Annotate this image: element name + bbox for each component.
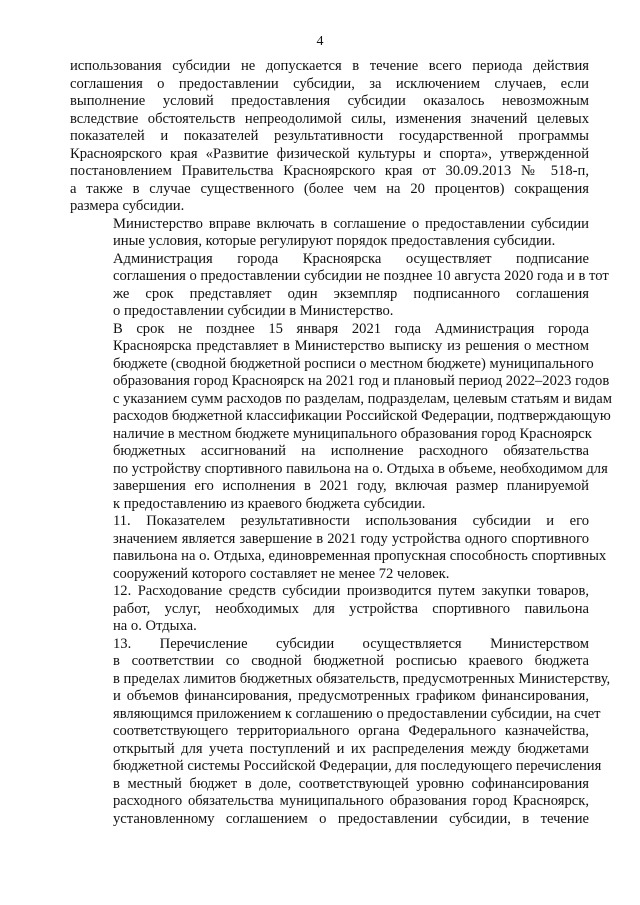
text-line: наличие в местном бюджете муниципального образования город Красноярск <box>113 425 592 442</box>
text-line: к предоставлению из краевого бюджета субсидии. <box>113 495 426 512</box>
text-line: и объемов финансирования, предусмотренных графиком финансирования, <box>113 688 589 704</box>
text-line: значением является завершение в 2021 году устройства одного спортивного <box>113 530 589 547</box>
text-line: расходов бюджетной классификации Российской Федерации, подтверждающую <box>113 408 611 424</box>
text-line: установленному соглашением о предоставлении субсидии, в течение <box>113 810 589 827</box>
text-line: являющимся приложением к соглашению о предоставлении субсидии, на счет <box>113 705 601 722</box>
paragraph <box>70 58 589 216</box>
text-line: постановлением Правительства Красноярского края от 30.09.2013 № 518-п, <box>70 163 589 179</box>
text-line: образования город Красноярск на 2021 год и плановый период 2022–2023 годов <box>113 373 610 389</box>
text-line: 13. Перечисление субсидии осуществляется Министерством <box>113 635 589 652</box>
text-line: по устройству спортивного павильона на о. Отдыха в объеме, необходимом для <box>113 460 608 477</box>
text-line: использования субсидии не допускается в течение всего периода действия <box>70 58 589 74</box>
text-line: с указанием сумм расходов по разделам, подразделам, целевым статьям и видам <box>113 390 612 407</box>
text-line: 12. Расходование средств субсидии производится путем закупки товаров, <box>113 583 589 599</box>
paragraph <box>70 250 609 321</box>
text-line: Красноярского края «Развитие физической культуры и спорта», утвержденной <box>70 145 589 162</box>
text-line: вследствие обстоятельств непреодолимой силы, изменения значений целевых <box>70 110 589 127</box>
paragraph <box>70 583 589 636</box>
text-line: соглашения о предоставлении субсидии, за исключением случаев, если <box>70 75 589 92</box>
text-line: бюджетной системы Российской Федерации, для последующего перечисления <box>113 758 602 774</box>
paragraph <box>70 513 607 583</box>
text-line: открытый для учета поступлений и их распределения между бюджетами <box>113 740 589 757</box>
text-line: размера субсидии. <box>70 198 185 214</box>
text-line: бюджете (сводной бюджетной росписи о местном бюджете) муниципального <box>113 355 594 372</box>
text-line: павильона на о. Отдыха, единовременная пропускная способность спортивных <box>113 548 607 564</box>
text-line: Красноярска представляет в Министерство выписку из решения о местном <box>113 338 589 354</box>
paragraph <box>70 216 589 251</box>
text-line: соответствующего территориального органа Федерального казначейства, <box>113 723 589 739</box>
paragraph <box>70 320 612 514</box>
text-line: на о. Отдыха. <box>113 618 197 634</box>
text-line: Министерство вправе включать в соглашение о предоставлении субсидии <box>113 215 589 232</box>
page-number: 4 <box>316 34 324 49</box>
text-line: бюджетных ассигнований на исполнение расходного обязательства <box>113 443 589 459</box>
text-line: 11. Показателем результативности использования субсидии и его <box>113 513 589 529</box>
text-line: Администрация города Красноярска осуществляет подписание <box>113 250 589 267</box>
document-body <box>70 58 612 828</box>
text-line: сооружений которого составляет не менее 72 человек. <box>113 565 450 582</box>
text-line: в пределах лимитов бюджетных обязательств, предусмотренных Министерству, <box>113 670 611 687</box>
text-line: а также в случае существенного (более чем на 20 процентов) сокращения <box>70 180 589 197</box>
text-line: показателей и показателей результативности государственной программы <box>70 128 589 144</box>
text-line: выполнение условий предоставления субсидии оказалось невозможным <box>70 93 589 109</box>
text-line: в соответствии со сводной бюджетной росписью краевого бюджета <box>113 653 589 669</box>
text-line: В срок не позднее 15 января 2021 года Администрация города <box>113 320 589 337</box>
text-line: работ, услуг, необходимых для устройства спортивного павильона <box>113 600 589 617</box>
text-line: соглашения о предоставлении субсидии не позднее 10 августа 2020 года и в тот <box>113 268 609 284</box>
text-line: же срок представляет один экземпляр подписанного соглашения <box>113 285 589 302</box>
paragraph <box>70 635 611 829</box>
text-line: в местный бюджет в доле, соответствующей уровню софинансирования <box>113 775 589 792</box>
text-line: расходного обязательства муниципального образования город Красноярск, <box>113 793 589 809</box>
text-line: завершения его исполнения в 2021 году, включая размер планируемой <box>113 478 589 494</box>
text-line: о предоставлении субсидии в Министерство. <box>113 303 394 319</box>
text-line: иные условия, которые регулируют порядок предоставления субсидии. <box>113 233 556 249</box>
